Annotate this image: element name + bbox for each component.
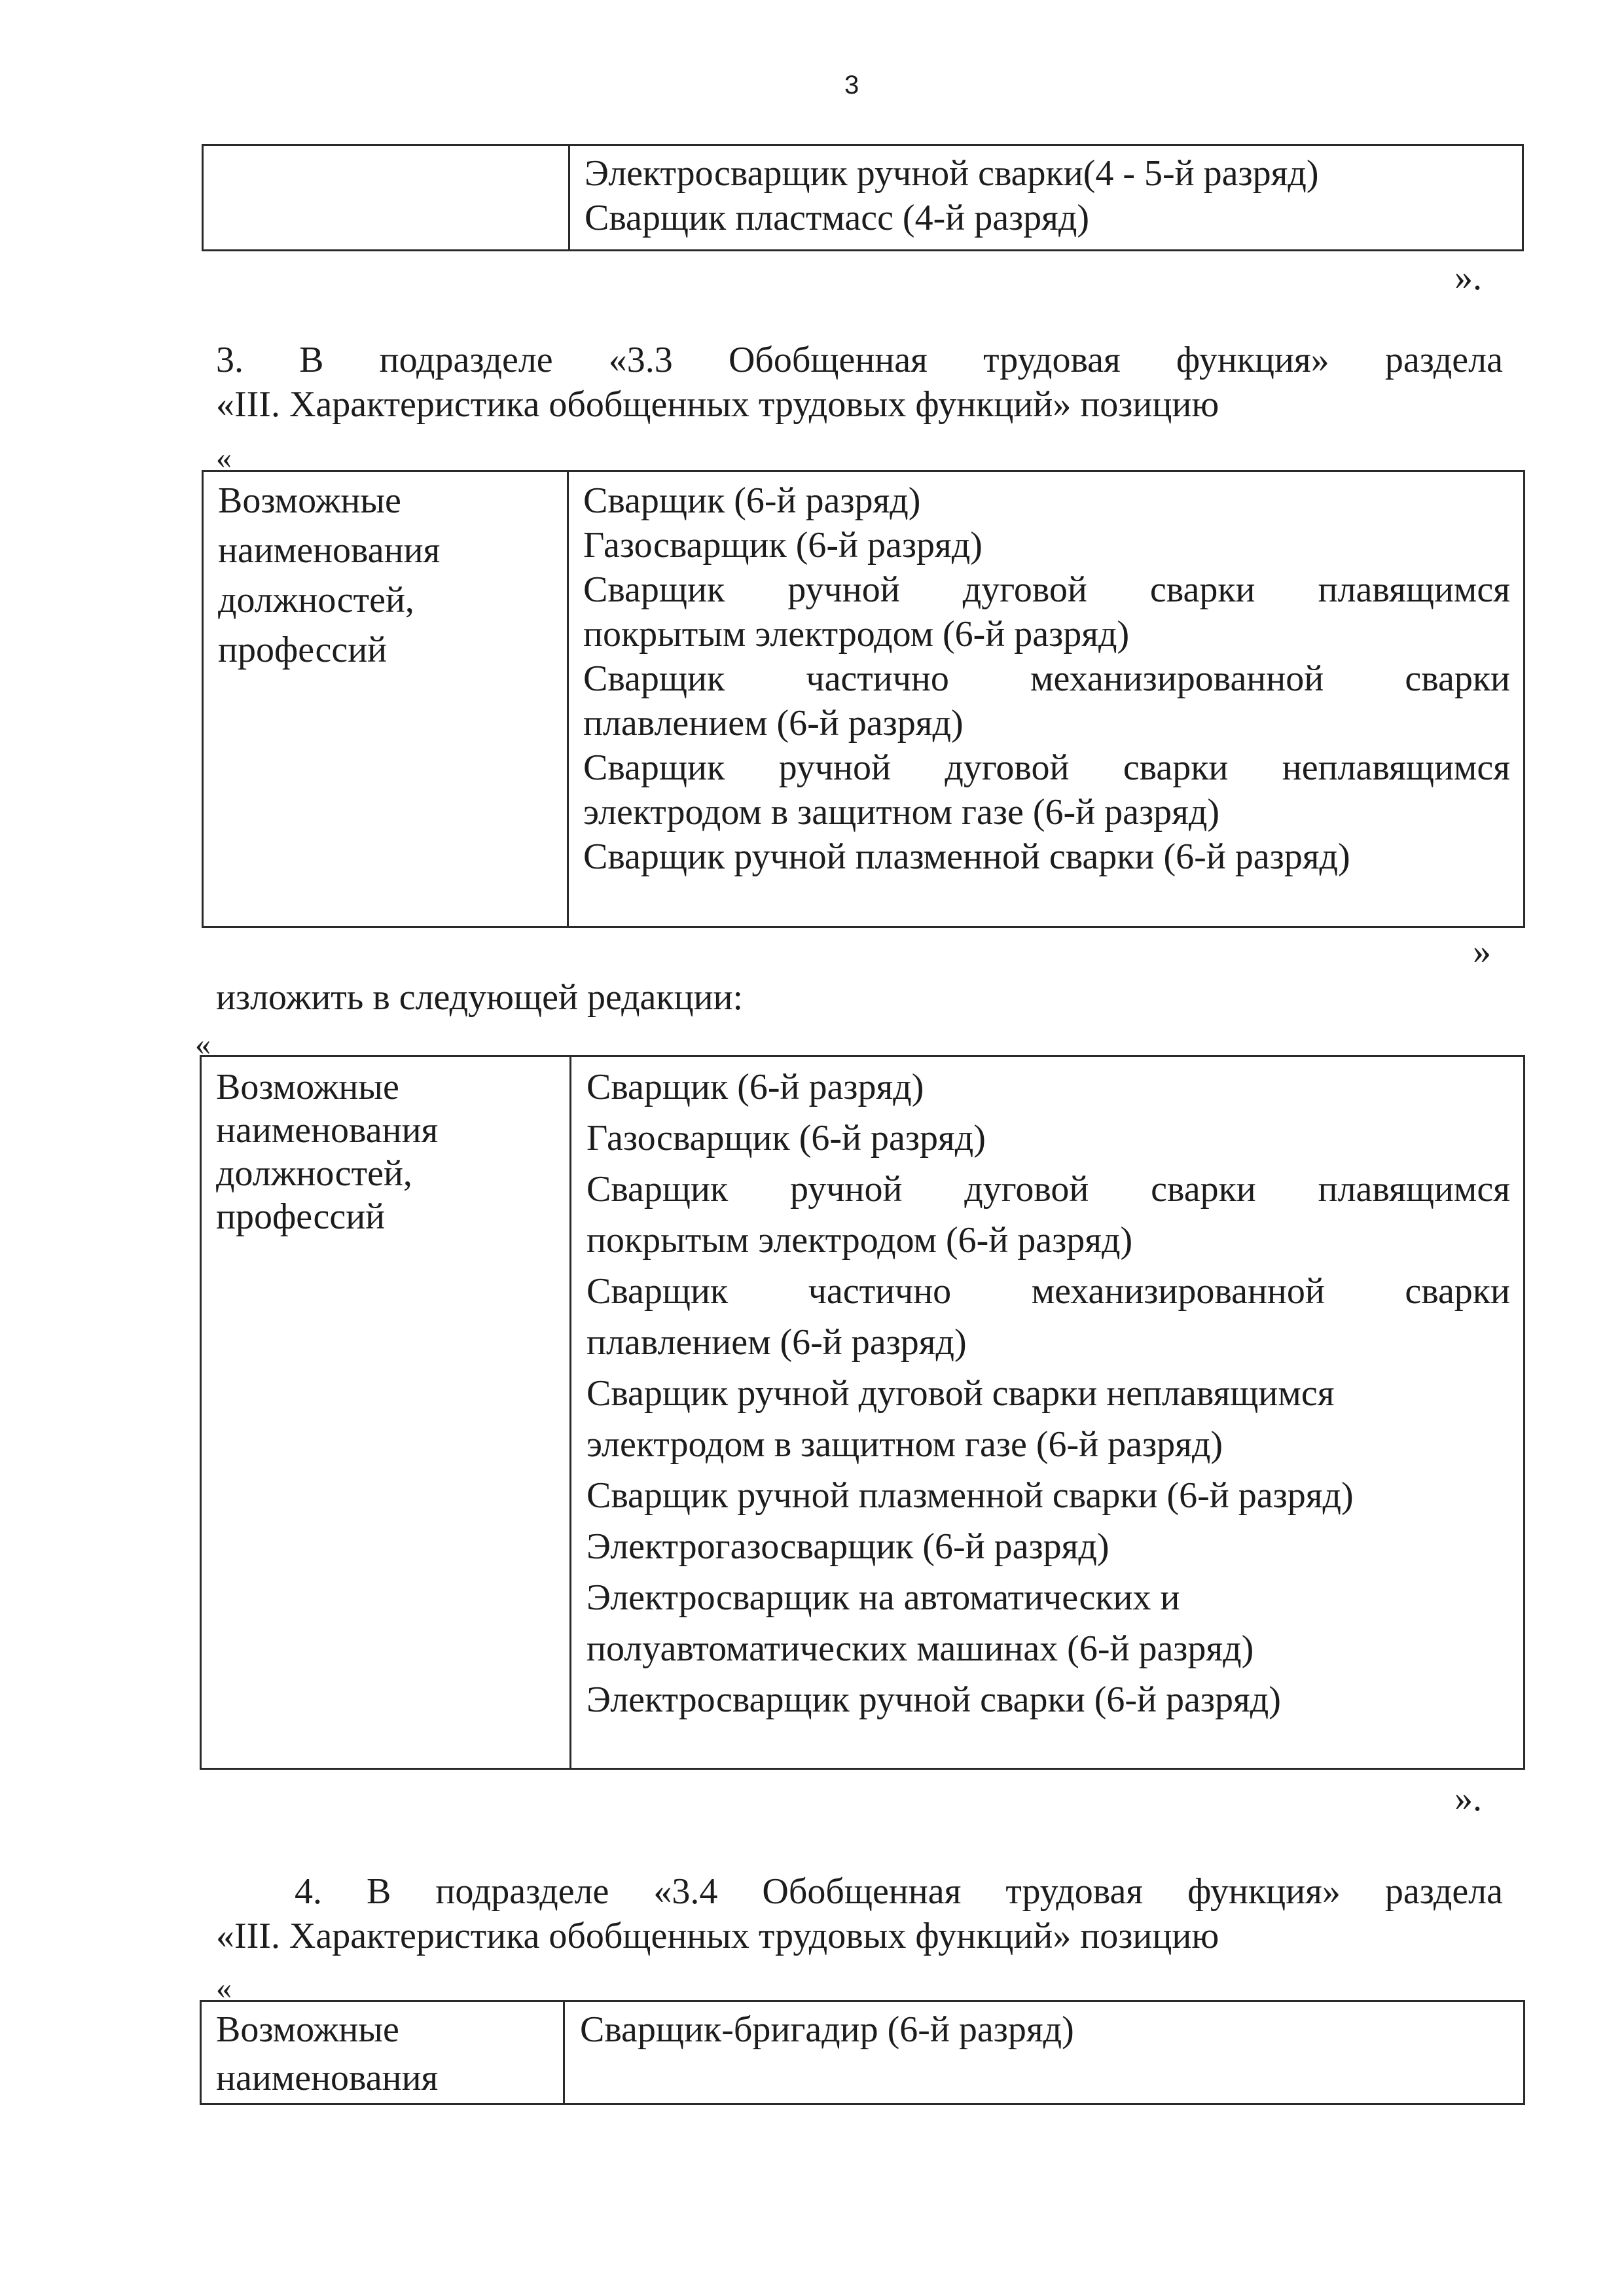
- table-line: Сварщик частично механизированной сварки: [586, 1271, 1510, 1312]
- table-line: Сварщик ручной дуговой сварки плавящимся: [586, 1169, 1510, 1210]
- table-new: [200, 1055, 1525, 1770]
- column-divider: [567, 472, 569, 926]
- item3-paragraph: [216, 338, 1503, 382]
- column-divider: [563, 2002, 565, 2103]
- instruction-text: изложить в следующей редакции:: [216, 977, 744, 1018]
- top-table-right-cell: [585, 151, 1319, 240]
- table-line: Сварщик ручной плазменной сварки (6-й разряд): [586, 1475, 1354, 1516]
- table-line: Сварщик (6-й разряд): [586, 1067, 924, 1107]
- table-line: профессий: [216, 1196, 386, 1237]
- table-line: покрытым электродом (6-й разряд): [586, 1220, 1133, 1261]
- closing-quote: ».: [1454, 1778, 1482, 1819]
- top-table: [202, 144, 1524, 251]
- table-line: наименования: [218, 530, 441, 571]
- table-line: Сварщик ручной дуговой сварки плавящимся: [583, 569, 1510, 610]
- table-line: профессий: [218, 630, 388, 670]
- table-line: Возможные: [218, 480, 401, 521]
- table-line: Возможные: [216, 1067, 399, 1107]
- table-line: Электросварщик на автоматических и: [586, 1577, 1180, 1618]
- table-line: должностей,: [216, 1153, 412, 1194]
- closing-quote: ».: [1454, 257, 1482, 298]
- table-line: наименования: [216, 1110, 439, 1151]
- table-line: Газосварщик (6-й разряд): [586, 1118, 986, 1158]
- table-new-left-cell: [216, 1065, 438, 1238]
- table-old-right-cell: [583, 478, 1510, 879]
- table-line: Электросварщик ручной сварки (6-й разряд): [586, 1679, 1281, 1720]
- table-line: Сварщик ручной дуговой сварки неплавящимся: [586, 1373, 1335, 1414]
- table-line: полуавтоматических машинах (6-й разряд): [586, 1628, 1254, 1669]
- column-divider: [569, 1057, 571, 1768]
- table-item4-left-cell: [216, 2007, 438, 2104]
- table-line: Возможные: [216, 2009, 399, 2050]
- table-line: электродом в защитном газе (6-й разряд): [586, 1424, 1223, 1465]
- table-item4: [200, 2000, 1525, 2105]
- table-line: Газосварщик (6-й разряд): [583, 525, 983, 565]
- column-divider: [568, 146, 570, 249]
- table-old-left-cell: [218, 478, 440, 677]
- table-line: наименования: [216, 2058, 439, 2098]
- item3-line2: «III. Характеристика обобщенных трудовых функций» позицию: [216, 384, 1219, 425]
- table-line: Сварщик ручной плазменной сварки (6-й разряд): [583, 836, 1350, 877]
- open-quote: «: [216, 1971, 232, 2005]
- closing-quote: »: [1473, 931, 1491, 972]
- table-line: Сварщик (6-й разряд): [583, 480, 921, 521]
- table-line: Сварщик частично механизированной сварки: [583, 658, 1510, 699]
- table-line: плавлением (6-й разряд): [586, 1322, 967, 1363]
- table-line: Сварщик ручной дуговой сварки неплавящимся: [583, 747, 1510, 788]
- item4-paragraph: [295, 1869, 1503, 1914]
- item4-line1: 4. В подразделе «3.4 Обобщенная трудовая функция» раздела: [295, 1871, 1503, 1912]
- table-line: Электросварщик ручной сварки(4 - 5-й разряд): [585, 153, 1319, 194]
- table-line: электродом в защитном газе (6-й разряд): [583, 792, 1219, 833]
- table-new-right-cell: [586, 1065, 1510, 1729]
- table-item4-right-cell: [580, 2007, 1074, 2052]
- table-line: покрытым электродом (6-й разряд): [583, 614, 1130, 655]
- page-number: 3: [844, 71, 859, 99]
- table-line: Электрогазосварщик (6-й разряд): [586, 1526, 1110, 1567]
- table-line: должностей,: [218, 580, 414, 620]
- table-line: Сварщик-бригадир (6-й разряд): [580, 2009, 1074, 2050]
- open-quote: «: [216, 440, 232, 475]
- open-quote: «: [195, 1027, 211, 1062]
- table-line: Сварщик пластмасс (4-й разряд): [585, 198, 1090, 238]
- table-old: [202, 470, 1525, 928]
- item3-line1: 3. В подразделе «3.3 Обобщенная трудовая функция» раздела: [216, 340, 1503, 380]
- item4-line2: «III. Характеристика обобщенных трудовых функций» позицию: [216, 1916, 1219, 1956]
- table-line: плавлением (6-й разряд): [583, 703, 964, 744]
